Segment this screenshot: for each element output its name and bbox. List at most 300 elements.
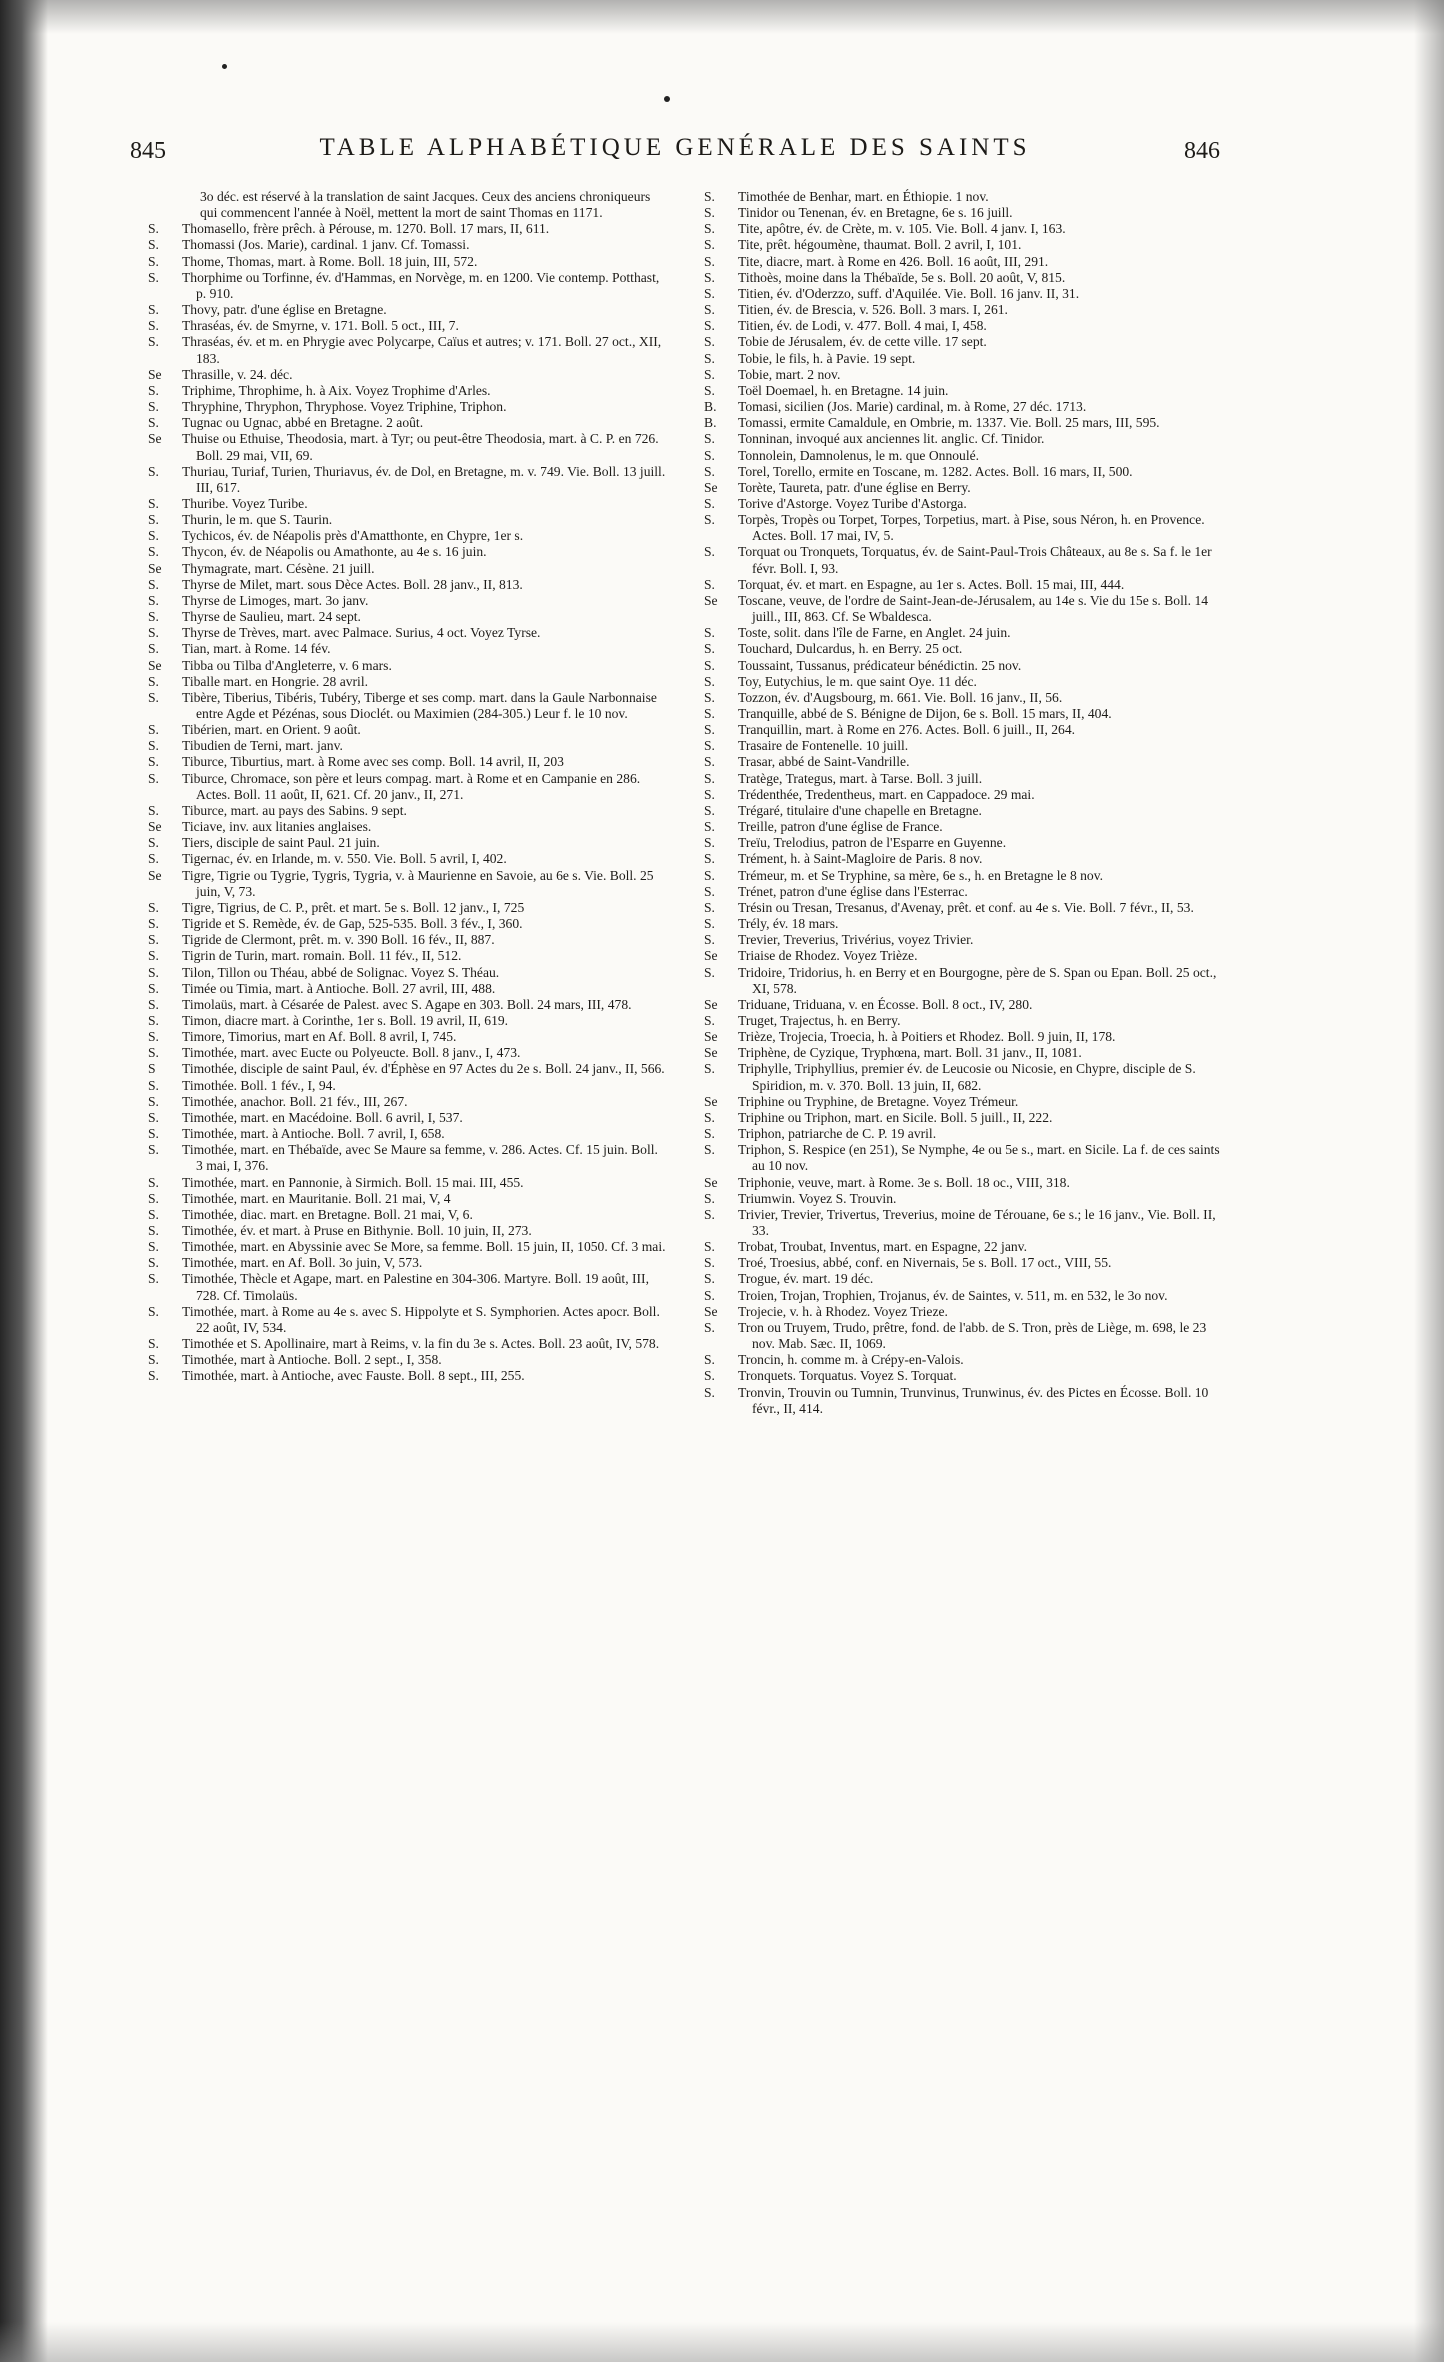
entry-text: Tronquets. Torquatus. Voyez S. Torquat. [738, 1368, 957, 1384]
saint-entry [704, 270, 1232, 286]
saint-entry [148, 722, 666, 738]
entry-prefix: Se [704, 479, 718, 495]
entry-text: Thome, Thomas, mart. à Rome. Boll. 18 juin, III, 572. [182, 253, 478, 269]
entry-prefix: S. [704, 431, 715, 447]
page-title: TABLE ALPHABÉTIQUE GENÉRALE DES SAINTS [319, 134, 1031, 161]
entry-prefix: S. [148, 1029, 159, 1045]
entry-prefix: S. [148, 802, 159, 818]
entry-prefix: S. [148, 722, 159, 738]
entry-prefix: S. [704, 495, 715, 511]
entry-text: Tilon, Tillon ou Théau, abbé de Solignac. Voyez S. Théau. [182, 964, 500, 980]
saint-entry [148, 383, 666, 399]
saint-entry [704, 512, 1232, 544]
entry-text: Thomassi (Jos. Marie), cardinal. 1 janv. Cf. Tomassi. [182, 237, 470, 253]
saint-entry [148, 641, 666, 657]
entry-prefix: S. [148, 1077, 159, 1093]
saint-entry [148, 868, 666, 900]
entry-text: Trobat, Troubat, Inventus, mart. en Espagne, 22 janv. [738, 1239, 1027, 1255]
entry-prefix: S. [704, 463, 715, 479]
entry-prefix: S. [704, 189, 715, 204]
saint-entry [704, 1061, 1232, 1093]
entry-text: Timothée, mart. en Thébaïde, avec Se Maure sa femme, v. 286. Actes. Cf. 15 juin. Boll. 3 mai, I, 376. [182, 1142, 658, 1174]
saint-entry [148, 819, 666, 835]
entry-prefix: S. [704, 1012, 715, 1028]
right-column [704, 189, 1232, 1417]
entry-text: Trevier, Treverius, Trivérius, voyez Trivier. [738, 932, 974, 948]
saint-entry [148, 1271, 666, 1303]
entry-prefix: S. [704, 205, 715, 221]
scan-edge-left [0, 0, 48, 2362]
entry-prefix: S. [148, 964, 159, 980]
saint-entry [704, 237, 1232, 253]
saint-entry [704, 754, 1232, 770]
entry-text: Timon, diacre mart. à Corinthe, 1er s. Boll. 19 avril, II, 619. [182, 1012, 509, 1028]
entry-text: Troncin, h. comme m. à Crépy-en-Valois. [738, 1352, 964, 1368]
entry-text: Tiburce, mart. au pays des Sabins. 9 sept. [182, 802, 407, 818]
entry-prefix: S. [148, 1093, 159, 1109]
saint-entry [148, 948, 666, 964]
saint-entry [148, 1368, 666, 1384]
entry-text: Trésin ou Tresan, Tresanus, d'Avenay, prêt. et conf. au 4e s. Vie. Boll. 7 févr., II, 53. [738, 899, 1194, 915]
entry-text: Timothée, disciple de saint Paul, év. d'Éphèse en 97 Actes du 2e s. Boll. 24 janv., II, 566. [182, 1061, 665, 1077]
entry-text: Timothée, mart. à Rome au 4e s. avec S. Hippolyte et S. Symphorien. Actes apocr. Boll. 22 août, IV, 534. [182, 1303, 660, 1335]
entry-prefix: S. [148, 592, 159, 608]
saint-entry [148, 835, 666, 851]
saint-entry [704, 1191, 1232, 1207]
entry-prefix: S. [148, 528, 159, 544]
saint-entry [704, 593, 1232, 625]
saint-entry [704, 1239, 1232, 1255]
entry-text: Tite, prêt. hégoumène, thaumat. Boll. 2 avril, I, 101. [738, 237, 1022, 253]
scan-edge-bottom [0, 2322, 1444, 2362]
entry-text: Timolaüs, mart. à Césarée de Palest. avec S. Agape en 303. Boll. 24 mars, III, 478. [182, 996, 632, 1012]
entry-text: Trogue, év. mart. 19 déc. [738, 1271, 874, 1287]
entry-prefix: S. [704, 835, 715, 851]
saint-entry [704, 658, 1232, 674]
saint-entry [148, 1223, 666, 1239]
saint-entry [148, 1191, 666, 1207]
entry-prefix: S. [704, 851, 715, 867]
entry-text: Tithoès, moine dans la Thébaïde, 5e s. Boll. 20 août, V, 815. [738, 269, 1066, 285]
entry-text: Triphine ou Triphon, mart. en Sicile. Boll. 5 juill., II, 222. [738, 1109, 1053, 1125]
entry-prefix: S. [148, 738, 159, 754]
entry-text: Tiburce, Chromace, son père et leurs compag. mart. à Rome et en Campanie en 286. Actes. Boll. 11 août, II, 621. Cf. 20 janv., II, 271. [182, 770, 641, 802]
entry-text: Triphine ou Tryphine, de Bretagne. Voyez Trémeur. [738, 1093, 1019, 1109]
saint-entry [704, 916, 1232, 932]
saint-entry [704, 464, 1232, 480]
saint-entry [148, 997, 666, 1013]
entry-prefix: S. [704, 641, 715, 657]
saint-entry [148, 270, 666, 302]
scan-edge-right [1414, 0, 1444, 2362]
entry-text: Tonninan, invoqué aux anciennes lit. anglic. Cf. Tinidor. [738, 431, 1045, 447]
saint-entry [148, 1207, 666, 1223]
entry-prefix: S. [148, 996, 159, 1012]
entry-text: Tian, mart. à Rome. 14 fév. [182, 641, 331, 657]
entry-prefix: S. [148, 399, 159, 415]
entry-prefix: S. [148, 1336, 159, 1352]
entry-text: Thyrse de Milet, mart. sous Dèce Actes. Boll. 28 janv., II, 813. [182, 576, 523, 592]
entry-prefix: S. [704, 269, 715, 285]
entry-prefix: S. [148, 932, 159, 948]
entry-prefix: Se [148, 560, 162, 576]
entry-text: Thraséas, év. et m. en Phrygie avec Polycarpe, Caïus et autres; v. 171. Boll. 27 oct., XII, 183. [182, 334, 662, 366]
saint-entry [704, 674, 1232, 690]
saint-entry [704, 1142, 1232, 1174]
entry-prefix: S. [148, 415, 159, 431]
entry-prefix: S. [704, 1239, 715, 1255]
saint-entry [148, 528, 666, 544]
entry-text: Tibérien, mart. en Orient. 9 août. [182, 722, 361, 738]
saint-entry [148, 1175, 666, 1191]
entry-text: Tobie, mart. 2 nov. [738, 366, 841, 382]
saint-entry [148, 916, 666, 932]
entry-text: Tranquille, abbé de S. Bénigne de Dijon, 6e s. Boll. 15 mars, II, 404. [738, 706, 1112, 721]
saint-entry [704, 367, 1232, 383]
entry-text: Tugnac ou Ugnac, abbé en Bretagne. 2 août. [182, 415, 424, 431]
entry-prefix: S. [148, 463, 159, 479]
entry-text: Timothée, mart à Antioche. Boll. 2 sept., I, 358. [182, 1352, 442, 1368]
saint-entry [704, 771, 1232, 787]
entry-text: Treille, patron d'une église de France. [738, 819, 943, 835]
entry-text: Timée ou Timia, mart. à Antioche. Boll. 27 avril, III, 488. [182, 980, 496, 996]
entry-prefix: S. [704, 544, 715, 560]
saint-entry [148, 1304, 666, 1336]
entry-text: Titien, év. d'Oderzzo, suff. d'Aquilée. Vie. Boll. 16 janv. II, 31. [738, 285, 1080, 301]
entry-text: Timothée, anachor. Boll. 21 fév., III, 267. [182, 1093, 408, 1109]
entry-text: Trasar, abbé de Saint-Vandrille. [738, 754, 910, 770]
saint-entry [704, 577, 1232, 593]
saint-entry [148, 738, 666, 754]
saint-entry [704, 1352, 1232, 1368]
saint-entry [148, 254, 666, 270]
entry-text: Trénet, patron d'une église dans l'Esterrac. [738, 883, 968, 899]
entry-text: Tiers, disciple de saint Paul. 21 juin. [182, 835, 380, 851]
entry-prefix: Se [704, 1174, 718, 1190]
entry-text: Triphonie, veuve, mart. à Rome. 3e s. Boll. 18 oc., VIII, 318. [738, 1174, 1070, 1190]
page-number-right: 846 [1184, 138, 1220, 164]
saint-entry [704, 1304, 1232, 1320]
entry-prefix: S. [704, 786, 715, 802]
entry-text: Thrasille, v. 24. déc. [182, 366, 293, 382]
entry-text: Thyrse de Saulieu, mart. 24 sept. [182, 609, 361, 625]
saint-entry [704, 221, 1232, 237]
entry-prefix: S. [148, 1206, 159, 1222]
entry-prefix: S. [704, 932, 715, 948]
entry-text: Tiburce, Tiburtius, mart. à Rome avec ses comp. Boll. 14 avril, II, 203 [182, 754, 564, 770]
entry-text: Trémeur, m. et Se Tryphine, sa mère, 6e s., h. en Bretagne le 8 nov. [738, 867, 1104, 883]
entry-prefix: S. [704, 689, 715, 705]
entry-prefix: S. [704, 1142, 715, 1158]
entry-prefix: S. [148, 625, 159, 641]
entry-prefix: S. [704, 334, 715, 350]
ink-speck [222, 64, 227, 69]
entry-prefix: S. [704, 1368, 715, 1384]
entry-text: Triaise de Rhodez. Voyez Trièze. [738, 948, 918, 964]
saint-entry [704, 706, 1232, 722]
saint-entry [148, 851, 666, 867]
entry-prefix: S. [148, 835, 159, 851]
entry-text: Timothée, mart. en Pannonie, à Sirmich. Boll. 15 mai. III, 455. [182, 1174, 524, 1190]
entry-prefix: S. [148, 1174, 159, 1190]
entry-text: Troé, Troesius, abbé, conf. en Nivernais, 5e s. Boll. 17 oct., VIII, 55. [738, 1255, 1112, 1271]
entry-prefix: S. [148, 1255, 159, 1271]
saint-entry [148, 1078, 666, 1094]
saint-entry [704, 787, 1232, 803]
entry-text: Tinidor ou Tenenan, év. en Bretagne, 6e s. 16 juill. [738, 205, 1013, 221]
saint-entry [148, 1045, 666, 1061]
entry-text: Timothée, mart. à Antioche. Boll. 7 avril, I, 658. [182, 1126, 445, 1142]
entry-prefix: S. [148, 1142, 159, 1158]
entry-text: Tibudien de Terni, mart. janv. [182, 738, 343, 754]
entry-prefix: S. [148, 673, 159, 689]
saint-entry [148, 367, 666, 383]
entry-text: Tomassi, ermite Camaldule, en Ombrie, m. 1337. Vie. Boll. 25 mars, III, 595. [738, 415, 1160, 431]
saint-entry [148, 674, 666, 690]
entry-prefix: B. [704, 399, 717, 415]
entry-text: Tigride et S. Remède, év. de Gap, 525-535. Boll. 3 fév., I, 360. [182, 916, 523, 932]
saint-entry [704, 351, 1232, 367]
entry-prefix: S. [704, 350, 715, 366]
saint-entry [704, 803, 1232, 819]
saint-entry [704, 496, 1232, 512]
entry-text: Tigre, Tigrie ou Tygrie, Tygris, Tygria, v. à Maurienne en Savoie, au 6e s. Vie. Boll. 25 juin, V, 73. [182, 867, 654, 899]
entry-text: Tonnolein, Damnolenus, le m. que Onnoulé. [738, 447, 980, 463]
page-number-left: 845 [130, 138, 166, 164]
entry-text: Titien, év. de Lodi, v. 477. Boll. 4 mai, I, 458. [738, 318, 987, 334]
entry-prefix: S. [148, 1012, 159, 1028]
saint-entry [148, 609, 666, 625]
saint-entry [704, 1110, 1232, 1126]
saint-entry [704, 286, 1232, 302]
saint-entry [704, 641, 1232, 657]
entry-text: Thurin, le m. que S. Taurin. [182, 512, 333, 528]
saint-entry [704, 1013, 1232, 1029]
entry-prefix: S. [704, 770, 715, 786]
entry-prefix: S. [704, 1271, 715, 1287]
entry-text: Tranquillin, mart. à Rome en 276. Actes. Boll. 6 juill., II, 264. [738, 722, 1076, 738]
entry-text: Thuise ou Ethuise, Theodosia, mart. à Tyr; ou peut-être Theodosia, mart. à C. P. en 726. Boll. 29 mai, VII, 69. [182, 431, 659, 463]
entry-prefix: Se [148, 867, 162, 883]
entry-prefix: S. [148, 1126, 159, 1142]
entry-prefix: Se [148, 657, 162, 673]
entry-prefix: S. [148, 1368, 159, 1384]
entry-text: Toy, Eutychius, le m. que saint Oye. 11 déc. [738, 673, 977, 689]
entry-prefix: S. [704, 221, 715, 237]
entry-text: Trasaire de Fontenelle. 10 juill. [738, 738, 909, 754]
entry-prefix: S. [148, 1190, 159, 1206]
entry-prefix: S. [148, 318, 159, 334]
entry-text: Tomasi, sicilien (Jos. Marie) cardinal, m. à Rome, 27 déc. 1713. [738, 399, 1087, 415]
entry-prefix: Se [704, 592, 718, 608]
entry-text: Toscane, veuve, de l'ordre de Saint-Jean-de-Jérusalem, au 14e s. Vie du 15e s. Boll. 14 juill., III, 863. Cf. Se Wbaldesca. [738, 592, 1209, 625]
entry-prefix: S. [148, 980, 159, 996]
entry-text: Touchard, Dulcardus, h. en Berry. 25 oct. [738, 641, 963, 657]
entry-prefix: S. [148, 544, 159, 560]
entry-text: Trivier, Trevier, Trivertus, Treverius, moine de Térouane, 6e s.; le 16 janv., Vie. Boll. II, 33. [738, 1206, 1216, 1238]
entry-text: Thovy, patr. d'une église en Bretagne. [182, 302, 387, 318]
saint-entry [704, 1288, 1232, 1304]
saint-entry [704, 738, 1232, 754]
entry-text: Timothée et S. Apollinaire, mart à Reims, v. la fin du 3e s. Actes. Boll. 23 août, IV, 578. [182, 1336, 660, 1352]
saint-entry [148, 1013, 666, 1029]
saint-entry [148, 237, 666, 253]
saint-entry [704, 819, 1232, 835]
entry-prefix: S. [704, 625, 715, 641]
entry-text: Torquat ou Tronquets, Torquatus, év. de Saint-Paul-Trois Châteaux, au 8e s. Sa f. le 1er févr. Boll. I, 93. [738, 544, 1212, 576]
entry-prefix: S. [704, 754, 715, 770]
saint-entry [704, 997, 1232, 1013]
entry-prefix: S. [704, 738, 715, 754]
saint-entry [704, 1094, 1232, 1110]
entry-text: Thomasello, frère prêch. à Pérouse, m. 1270. Boll. 17 mars, II, 611. [182, 221, 550, 237]
saint-entry [704, 480, 1232, 496]
saint-entry [148, 334, 666, 366]
entry-prefix: S. [704, 382, 715, 398]
entry-text: Tozzon, év. d'Augsbourg, m. 661. Vie. Boll. 16 janv., II, 56. [738, 689, 1063, 705]
saint-entry [704, 1271, 1232, 1287]
entry-prefix: S. [704, 657, 715, 673]
entry-text: Trièze, Trojecia, Troecia, h. à Poitiers et Rhodez. Boll. 9 juin, II, 178. [738, 1029, 1116, 1045]
entry-text: Tigrin de Turin, mart. romain. Boll. 11 fév., II, 512. [182, 948, 462, 964]
entry-text: Thryphine, Thryphon, Thryphose. Voyez Triphine, Triphon. [182, 399, 507, 415]
entry-text: Thorphime ou Torfinne, év. d'Hammas, en Norvège, m. en 1200. Vie contemp. Potthast, p. 910. [182, 269, 660, 301]
saint-entry [704, 1368, 1232, 1384]
entry-text: Treïu, Trelodius, patron de l'Esparre en Guyenne. [738, 835, 1007, 851]
saint-entry [148, 625, 666, 641]
entry-prefix: S. [704, 916, 715, 932]
entry-text: Torel, Torello, ermite en Toscane, m. 1282. Actes. Boll. 16 mars, II, 500. [738, 463, 1133, 479]
saint-entry [704, 835, 1232, 851]
saint-entry [148, 803, 666, 819]
saint-entry [148, 1094, 666, 1110]
saint-entry [704, 851, 1232, 867]
entry-prefix: S. [704, 1352, 715, 1368]
entry-prefix: S. [148, 1109, 159, 1125]
saint-entry [148, 771, 666, 803]
entry-text: Tigernac, év. en Irlande, m. v. 550. Vie. Boll. 5 avril, I, 402. [182, 851, 507, 867]
entry-prefix: S. [704, 1206, 715, 1222]
entry-text: Trojecie, v. h. à Rhodez. Voyez Trieze. [738, 1303, 948, 1319]
entry-prefix: Se [704, 1045, 718, 1061]
entry-text: Trédenthée, Tredentheus, mart. en Cappadoce. 29 mai. [738, 786, 1035, 802]
entry-prefix: S. [704, 867, 715, 883]
saint-entry [704, 205, 1232, 221]
entry-prefix: Se [148, 366, 162, 382]
entry-prefix: S. [704, 1255, 715, 1271]
entry-text: Torpès, Tropès ou Torpet, Torpes, Torpetius, mart. à Pise, sous Néron, h. en Provence. Actes. Boll. 17 mai, IV, 5. [738, 512, 1205, 544]
entry-prefix: S. [148, 1239, 159, 1255]
entry-prefix: S. [148, 576, 159, 592]
saint-entry [704, 1255, 1232, 1271]
entry-text: Tite, diacre, mart. à Rome en 426. Boll. 16 août, III, 291. [738, 253, 1049, 269]
entry-prefix: Se [704, 1093, 718, 1109]
saint-entry [704, 965, 1232, 997]
entry-text: Titien, év. de Brescia, v. 526. Boll. 3 mars. I, 261. [738, 302, 1008, 318]
entry-prefix: S. [704, 819, 715, 835]
entry-text: Toël Doemael, h. en Bretagne. 14 juin. [738, 382, 949, 398]
entry-text: Torive d'Astorge. Voyez Turibe d'Astorga. [738, 495, 967, 511]
saint-entry [148, 1110, 666, 1126]
entry-prefix: S. [704, 366, 715, 382]
entry-prefix: S. [148, 609, 159, 625]
entry-text: Triduane, Triduana, v. en Écosse. Boll. 8 oct., IV, 280. [738, 996, 1033, 1012]
saint-entry [704, 448, 1232, 464]
saint-entry [148, 544, 666, 560]
entry-text: Thuribe. Voyez Turibe. [182, 495, 308, 511]
entry-prefix: Se [704, 1303, 718, 1319]
saint-entry [148, 415, 666, 431]
entry-prefix: S [148, 1061, 156, 1077]
saint-entry [704, 1207, 1232, 1239]
entry-text: Tigre, Tigrius, de C. P., prêt. et mart. 5e s. Boll. 12 janv., I, 725 [182, 899, 525, 915]
entry-prefix: S. [148, 1271, 159, 1287]
entry-text: Thyrse de Limoges, mart. 3o janv. [182, 592, 369, 608]
saint-entry [704, 932, 1232, 948]
saint-entry [148, 1239, 666, 1255]
entry-prefix: S. [704, 1061, 715, 1077]
saint-entry [704, 1175, 1232, 1191]
entry-text: Tychicos, év. de Néapolis près d'Amatthonte, en Chypre, 1er s. [182, 528, 524, 544]
entry-prefix: S. [148, 1045, 159, 1061]
saint-entry [148, 593, 666, 609]
saint-entry [148, 1255, 666, 1271]
entry-text: Timothée, mart. à Antioche, avec Fauste. Boll. 8 sept., III, 255. [182, 1368, 525, 1384]
entry-text: Triphène, de Cyzique, Tryphœna, mart. Boll. 31 janv., II, 1081. [738, 1045, 1082, 1061]
entry-prefix: S. [704, 1109, 715, 1125]
saint-entry [148, 900, 666, 916]
entry-text: Timothée, Thècle et Agape, mart. en Palestine en 304-306. Martyre. Boll. 19 août, III, 728. Cf. Timolaüs. [182, 1271, 649, 1303]
entry-prefix: S. [148, 512, 159, 528]
entry-text: Timothée, mart. en Abyssinie avec Se More, sa femme. Boll. 15 juin, II, 1050. Cf. 3 mai. [182, 1239, 666, 1255]
entry-prefix: S. [704, 802, 715, 818]
entry-text: Thraséas, év. de Smyrne, v. 171. Boll. 5 oct., III, 7. [182, 318, 459, 334]
saint-entry [704, 383, 1232, 399]
entry-prefix: S. [148, 237, 159, 253]
entry-text: Timothée, év. et mart. à Pruse en Bithynie. Boll. 10 juin, II, 273. [182, 1223, 532, 1238]
saint-entry [148, 965, 666, 981]
entry-text: Thycon, év. de Néapolis ou Amathonte, au 4e s. 16 juin. [182, 544, 487, 560]
entry-prefix: S. [704, 302, 715, 318]
saint-entry [148, 1061, 666, 1077]
entry-prefix: S. [148, 221, 159, 237]
entry-text: Trément, h. à Saint-Magloire de Paris. 8 nov. [738, 851, 983, 867]
entry-prefix: S. [148, 302, 159, 318]
scan-edge-top [0, 0, 1444, 34]
saint-entry [148, 1352, 666, 1368]
saint-entry [704, 948, 1232, 964]
saint-entry [704, 1029, 1232, 1045]
saint-entry [704, 690, 1232, 706]
entry-prefix: S. [148, 495, 159, 511]
left-column [148, 189, 666, 1385]
entry-text: Thyrse de Trèves, mart. avec Palmace. Surius, 4 oct. Voyez Tyrse. [182, 625, 541, 641]
entry-text: Truget, Trajectus, h. en Berry. [738, 1012, 901, 1028]
saint-entry [148, 932, 666, 948]
saint-entry [148, 318, 666, 334]
entry-text: Tobie de Jérusalem, év. de cette ville. 17 sept. [738, 334, 987, 350]
entry-prefix: S. [704, 318, 715, 334]
entry-text: Tronvin, Trouvin ou Tumnin, Trunvinus, Trunwinus, év. des Pictes en Écosse. Boll. 10 févr., II, 414. [738, 1384, 1209, 1416]
entry-prefix: S. [148, 269, 159, 285]
entry-prefix: S. [704, 673, 715, 689]
saint-entry [148, 1142, 666, 1174]
entry-text: Triphon, patriarche de C. P. 19 avril. [738, 1126, 937, 1142]
saint-entry [704, 868, 1232, 884]
entry-prefix: S. [704, 899, 715, 915]
entry-prefix: S. [704, 512, 715, 528]
entry-prefix: Se [704, 1029, 718, 1045]
